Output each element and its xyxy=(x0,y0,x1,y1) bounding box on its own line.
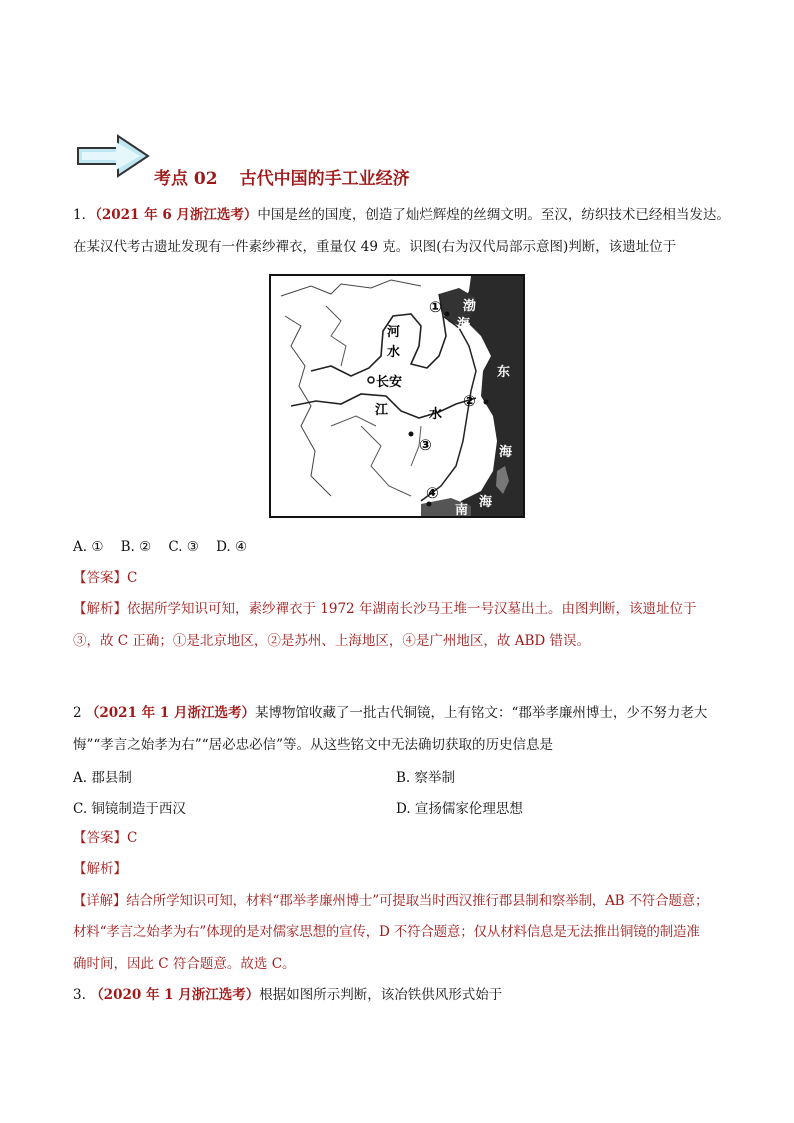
q1-analysis-text2: ③，故 C 正确；①是北京地区，②是苏州、上海地区，④是广州地区，故 ABD 错误。 xyxy=(73,633,590,649)
q2-stem-text2: 悔”“孝言之始孝为右”“居必忠必信”等。从这些铭文中无法确切获取的历史信息是 xyxy=(73,737,554,753)
q1-stem-line1 xyxy=(73,205,730,225)
map-label-hai2: 海 xyxy=(499,445,513,460)
q2-source: （2021 年 1 月浙江选考） xyxy=(85,705,255,721)
q1-stem-line2 xyxy=(73,237,676,257)
q1-options xyxy=(73,537,247,557)
map-label-hai3: 海 xyxy=(479,495,493,510)
section-number: 考点 02 xyxy=(154,169,218,189)
q3-source: （2020 年 1 月浙江选考） xyxy=(90,987,260,1003)
q2-stem-line1 xyxy=(73,703,707,723)
q2-detail-line1 xyxy=(73,891,708,911)
q2-analysis xyxy=(73,859,127,879)
map-label-nan: 南 xyxy=(455,503,469,516)
q1-analysis-line1 xyxy=(73,599,696,619)
map-marker-4: ④ xyxy=(426,484,439,502)
section-heading xyxy=(74,130,674,190)
arrow-right-icon xyxy=(74,130,154,180)
map-marker-2: ② xyxy=(463,392,476,410)
q2-answer xyxy=(73,828,137,848)
q1-analysis-text1: 依据所学知识可知，素纱襌衣于 1972 年湖南长沙马王堆一号汉墓出土。由图判断，该遗址位于 xyxy=(127,601,697,617)
map-label-hai1: 海 xyxy=(457,317,471,332)
q2-answer-value: C xyxy=(127,830,138,846)
q3-stem-text: 根据如图所示判断，该冶铁供风形式始于 xyxy=(259,987,503,1003)
q2-number: 2 xyxy=(73,705,82,721)
q2-detail-text3: 确时间，因此 C 符合题意。故选 C。 xyxy=(73,956,296,972)
map-marker-3: ③ xyxy=(419,436,432,454)
q2-detail-line2 xyxy=(73,922,700,942)
q1-answer xyxy=(73,568,137,588)
map-marker-1: ① xyxy=(429,298,442,316)
q3-stem xyxy=(73,985,502,1005)
map-label-dong: 东 xyxy=(497,365,511,380)
q1-analysis-line2 xyxy=(73,631,590,651)
q2-detail-tag: 【详解】 xyxy=(73,893,127,909)
q1-answer-value: C xyxy=(127,570,138,586)
q2-detail-text1: 结合所学知识可知，材料“郡举孝廉州博士”可提取当时西汉推行郡县制和察举制，AB 不符合题意； xyxy=(126,893,709,909)
q1-options-text: A. ① B. ② C. ③ D. ④ xyxy=(73,539,248,555)
q1-stem-text2: 在某汉代考古遗址发现有一件素纱襌衣，重量仅 49 克。识图(右为汉代局部示意图)判断，该遗址位于 xyxy=(73,239,677,255)
map-label-bo: 渤 xyxy=(463,299,477,314)
q1-analysis-tag: 【解析】 xyxy=(73,601,127,617)
q2-analysis-tag: 【解析】 xyxy=(73,861,127,877)
q1-source: （2021 年 6 月浙江选考） xyxy=(95,207,258,223)
q3-number: 3. xyxy=(73,987,86,1003)
q2-option-b: B. 察举制 xyxy=(396,770,456,786)
map-label-shui2: 水 xyxy=(429,407,443,422)
han-map xyxy=(269,274,525,518)
q2-stem-text1: 某博物馆收藏了一批古代铜镜，上有铭文：“郡举孝廉州博士，少不努力老大 xyxy=(254,705,708,721)
q2-option-c: C. 铜镜制造于西汉 xyxy=(73,801,186,817)
q1-answer-tag: 【答案】 xyxy=(73,570,127,586)
q1-stem-text1: 中国是丝的国度，创造了灿烂辉煌的丝绸文明。至汉，纺织技术已经相当发达。 xyxy=(257,207,730,223)
map-label-shui1: 水 xyxy=(387,345,401,360)
q1-number: 1． xyxy=(73,207,96,223)
q2-detail-text2: 材料“孝言之始孝为右”体现的是对儒家思想的宣传，D 不符合题意；仅从材料信息是无法推出铜镜的制造准 xyxy=(73,924,700,940)
map-label-he: 河 xyxy=(387,325,401,340)
map-label-changan: 长安 xyxy=(376,375,403,390)
section-title-text: 古代中国的手工业经济 xyxy=(239,169,410,189)
q2-option-d: D. 宣扬儒家伦理思想 xyxy=(396,801,523,817)
q2-answer-tag: 【答案】 xyxy=(73,830,127,846)
q2-detail-line3 xyxy=(73,954,296,974)
q2-option-a: A. 郡县制 xyxy=(73,770,132,786)
q2-stem-line2 xyxy=(73,735,553,755)
han-map-graphic xyxy=(271,276,523,516)
section-title xyxy=(154,164,410,189)
map-label-jiang: 江 xyxy=(375,403,389,418)
